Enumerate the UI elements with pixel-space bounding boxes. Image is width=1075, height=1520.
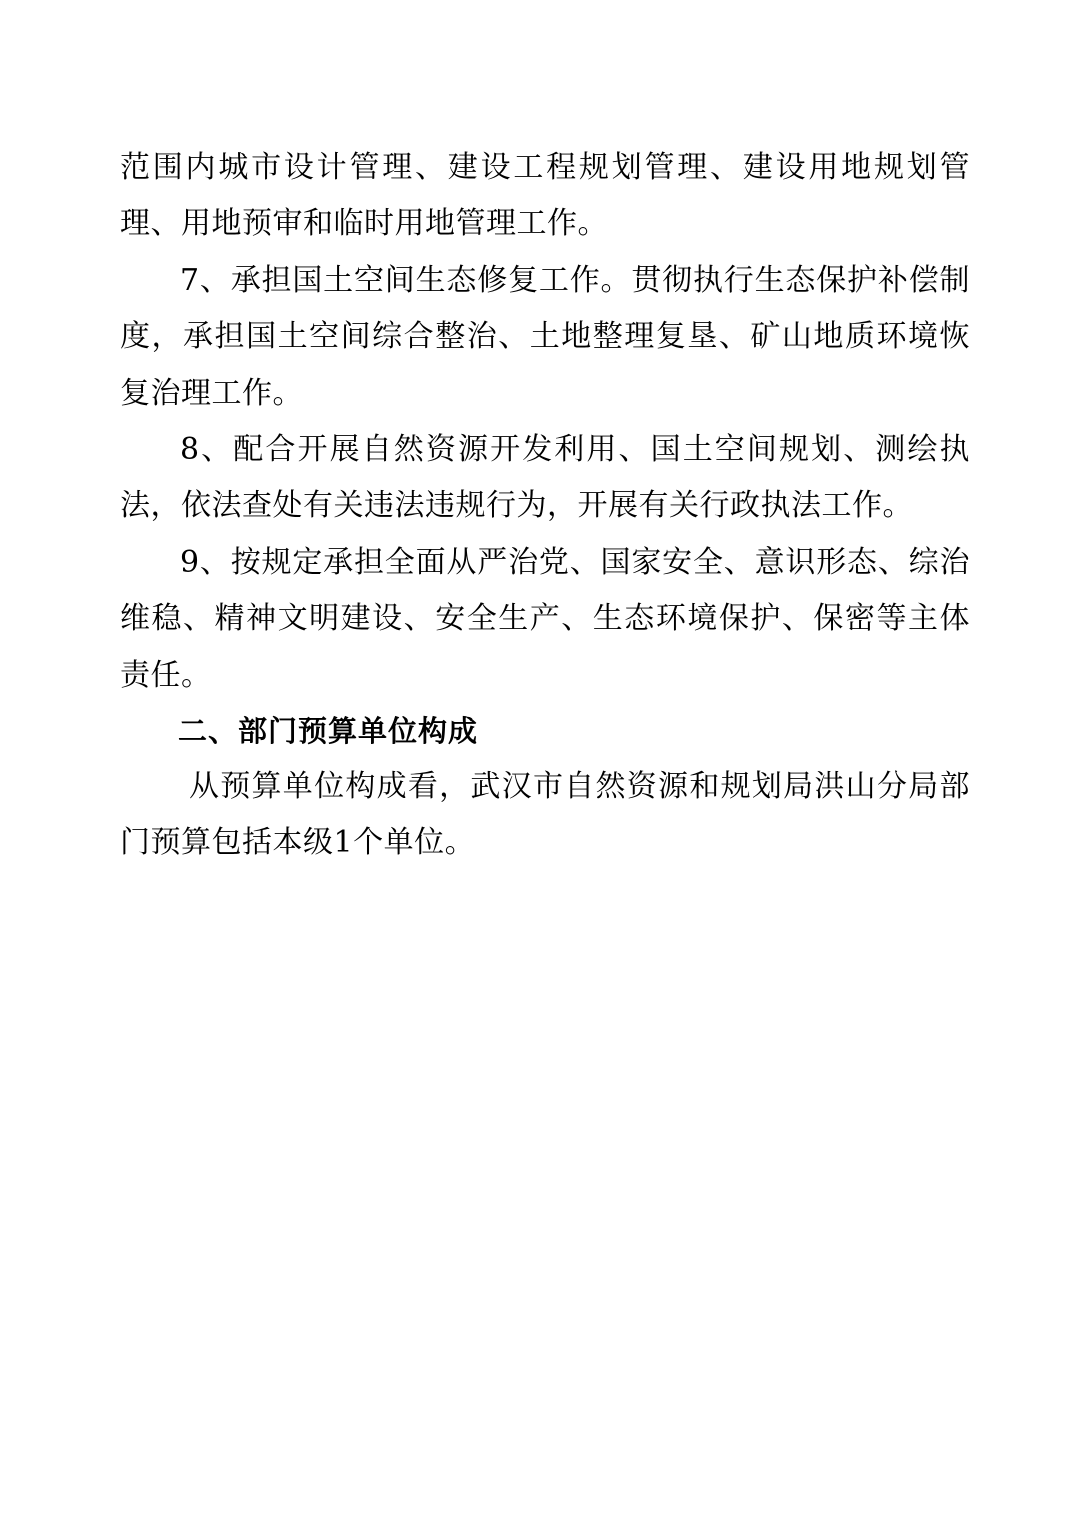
section-content-budget-unit-composition — [120, 759, 970, 872]
section-heading-budget-unit-composition: 二、部门预算单位构成 — [178, 713, 479, 748]
document-body — [120, 140, 970, 872]
paragraph-item-8: 8、配合开展自然资源开发利用、国土空间规划、测绘执法，依法查处有关违法违规行为，开展有关行政执法工作。 — [120, 431, 970, 524]
paragraph-continued-duties: 范围内城市设计管理、建设工程规划管理、建设用地规划管理、用地预审和临时用地管理工作。 — [120, 150, 970, 242]
paragraph-item-9: 9、按规定承担全面从严治党、国家安全、意识形态、综治维稳、精神文明建设、安全生产、生态环境保护、保密等主体责任。 — [120, 544, 970, 693]
paragraph-item-7: 7、承担国土空间生态修复工作。贯彻执行生态保护补偿制度，承担国土空间综合整治、土地整理复垦、矿山地质环境恢复治理工作。 — [120, 262, 970, 411]
paragraph-budget-unit-composition: 从预算单位构成看，武汉市自然资源和规划局洪山分局部门预算包括本级1个单位。 — [120, 769, 970, 861]
